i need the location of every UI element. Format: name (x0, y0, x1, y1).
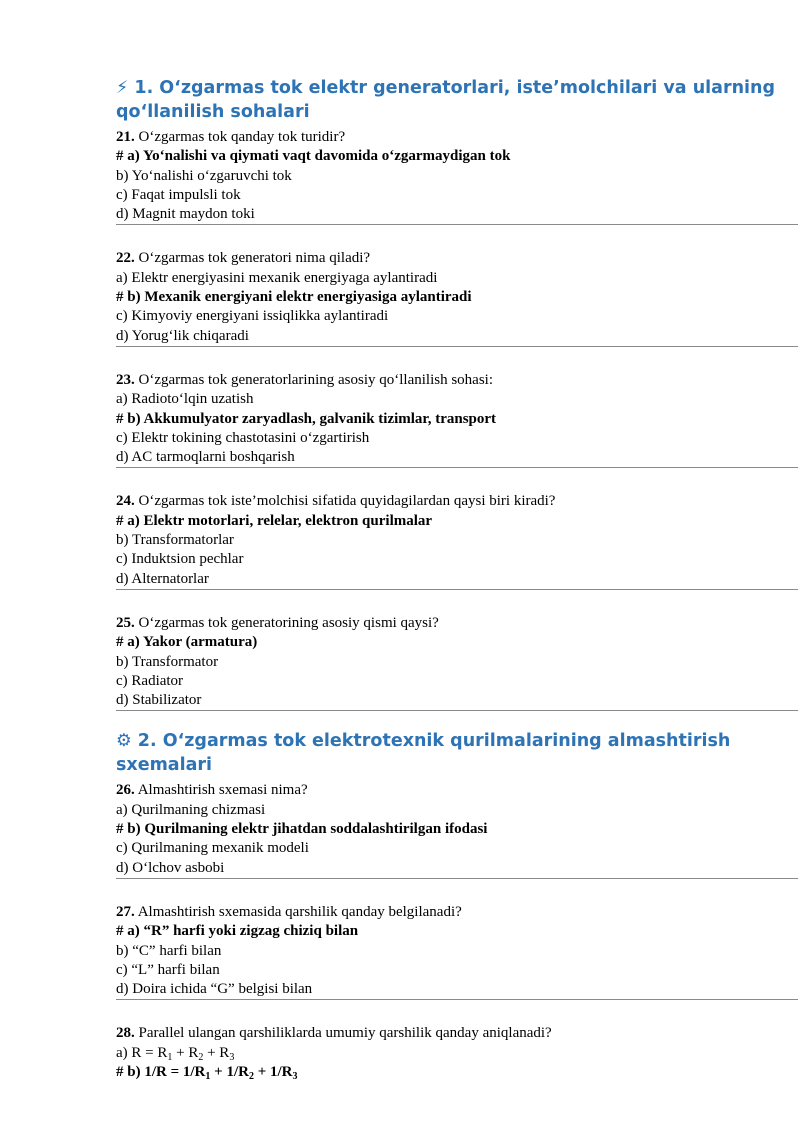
question-number: 22. (116, 250, 135, 267)
question-text: O‘zgarmas tok generatorining asosiy qismi qaysi? (138, 614, 439, 631)
question-25 (116, 614, 798, 711)
answer-option: a) Qurilmaning chizmasi (116, 801, 266, 818)
answer-option: c) Elektr tokining chastotasini o‘zgartirish (116, 429, 370, 446)
question-text: O‘zgarmas tok iste’molchisi sifatida quyidagilardan qaysi biri kiradi? (138, 493, 556, 510)
question-number: 24. (116, 493, 135, 510)
lightning-icon: ⚡ (116, 78, 129, 98)
section-title-text: 1. O‘zgarmas tok elektr generatorlari, iste’molchilari va ularning qo‘llanilish sohalari (116, 78, 776, 122)
answer-option: c) Induktsion pechlar (116, 551, 244, 568)
answer-option-correct: # a) “R” harfi yoki zigzag chiziq bilan (116, 923, 359, 940)
document-page (116, 76, 798, 1082)
question-text: O‘zgarmas tok generatori nima qiladi? (138, 250, 371, 267)
answer-option-correct: # a) Elektr motorlari, relelar, elektron qurilmalar (116, 512, 433, 529)
answer-option: c) Faqat impulsli tok (116, 186, 241, 203)
section-title-text: 2. O‘zgarmas tok elektrotexnik qurilmalarining almashtirish sxemalari (116, 731, 731, 776)
answer-option: c) Radiator (116, 672, 184, 689)
question-number: 28. (116, 1025, 135, 1042)
question-28 (116, 1024, 798, 1082)
answer-option: a) Elektr energiyasini mexanik energiyaga aylantiradi (116, 269, 438, 286)
question-text: Almashtirish sxemasi nima? (137, 782, 308, 799)
question-number: 27. (116, 903, 135, 920)
answer-option: c) “L” harfi bilan (116, 961, 220, 978)
question-23 (116, 371, 798, 468)
answer-option: c) Kimyoviy energiyani issiqlikka aylantiradi (116, 308, 389, 325)
gear-icon: ⚙ (116, 731, 132, 752)
answer-option: d) Alternatorlar (116, 570, 798, 590)
answer-option: d) O‘lchov asbobi (116, 859, 798, 879)
question-text: Almashtirish sxemasida qarshilik qanday belgilanadi? (137, 903, 462, 920)
section-title-2 (116, 729, 798, 777)
question-text: O‘zgarmas tok generatorlarining asosiy qo‘llanilish sohasi: (138, 371, 493, 388)
answer-option-correct: # a) Yakor (armatura) (116, 634, 258, 651)
answer-option-correct: # b) Mexanik energiyani elektr energiyasiga aylantiradi (116, 289, 472, 306)
answer-option-formula-correct: # b) $1/R = 1/R_1 + 1/R_2 + 1/R_3$ (116, 1063, 298, 1082)
answer-option: b) Transformator (116, 653, 219, 670)
answer-option: d) Doira ichida “G” belgisi bilan (116, 980, 798, 1000)
answer-option: b) Yo‘nalishi o‘zgaruvchi tok (116, 167, 292, 184)
answer-option-correct: # b) Qurilmaning elektr jihatdan soddalashtirilgan ifodasi (116, 821, 488, 838)
question-number: 23. (116, 371, 135, 388)
answer-option: d) Yorug‘lik chiqaradi (116, 327, 798, 347)
answer-option: c) Qurilmaning mexanik modeli (116, 840, 309, 857)
question-text: O‘zgarmas tok qanday tok turidir? (138, 129, 346, 145)
question-27 (116, 903, 798, 1000)
question-text: Parallel ulangan qarshiliklarda umumiy qarshilik qanday aniqlanadi? (138, 1025, 552, 1042)
question-26 (116, 781, 798, 878)
answer-option: d) Magnit maydon toki (116, 205, 798, 225)
question-24 (116, 492, 798, 589)
answer-option: b) “C” harfi bilan (116, 942, 222, 959)
question-21 (116, 128, 798, 225)
question-22 (116, 249, 798, 346)
answer-option: a) Radioto‘lqin uzatish (116, 391, 254, 408)
answer-option-formula: a) $R = R_1 + R_2 + R_3$ (116, 1044, 235, 1063)
question-number: 21. (116, 129, 135, 145)
answer-option-correct: # b) Akkumulyator zaryadlash, galvanik tizimlar, transport (116, 410, 497, 427)
section-title-1 (116, 76, 798, 124)
question-number: 26. (116, 782, 135, 799)
answer-option-correct: # a) Yo‘nalishi va qiymati vaqt davomida o‘zgarmaydigan tok (116, 148, 511, 165)
answer-option: b) Transformatorlar (116, 532, 234, 549)
answer-option: d) AC tarmoqlarni boshqarish (116, 448, 798, 468)
answer-option: d) Stabilizator (116, 691, 798, 711)
question-number: 25. (116, 614, 135, 631)
